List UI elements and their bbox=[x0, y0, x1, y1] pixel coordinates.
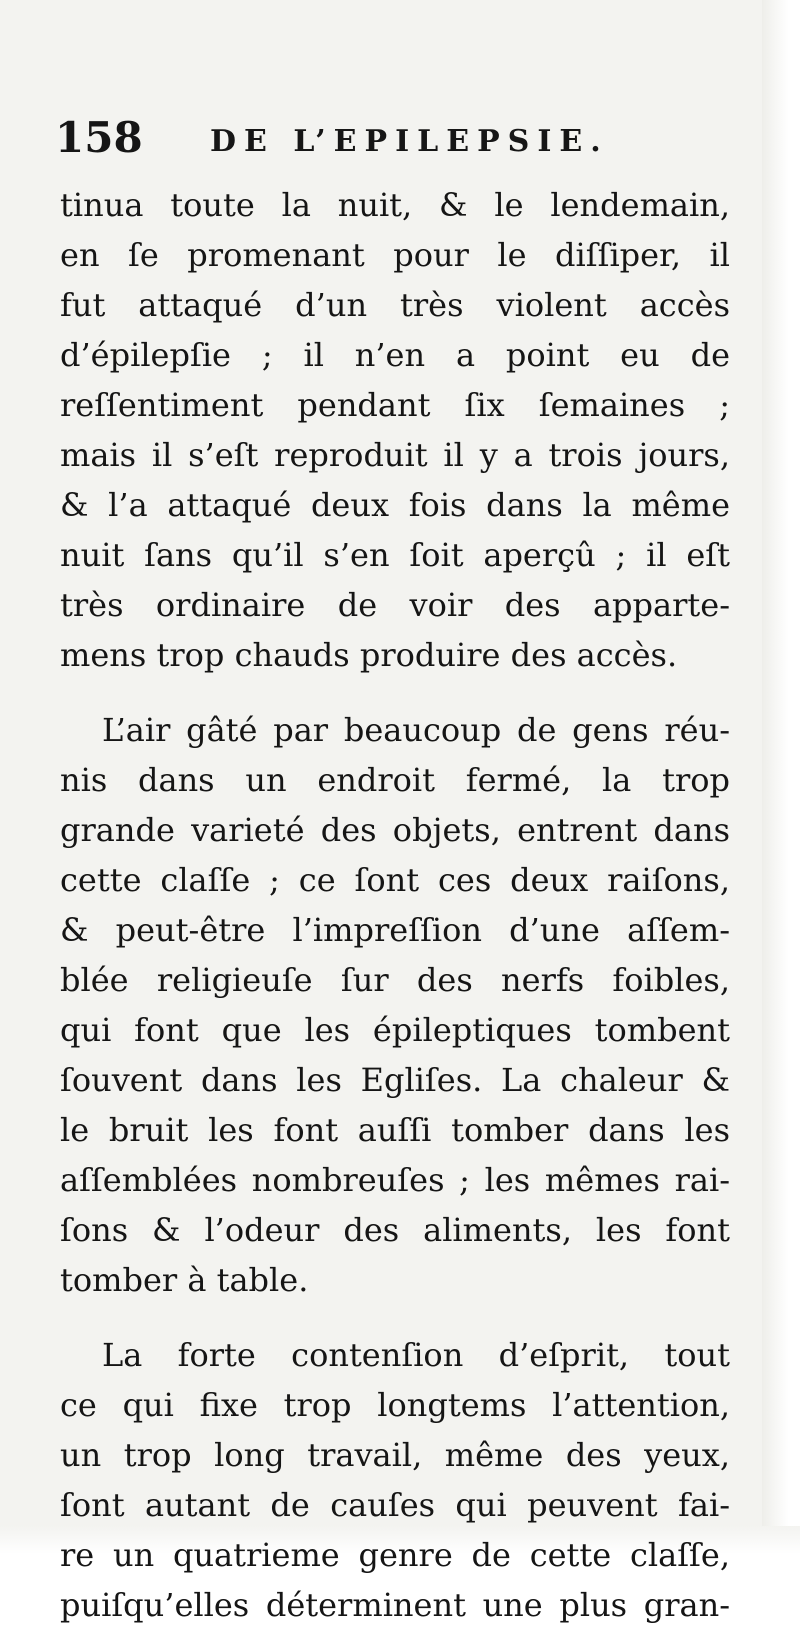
text-line: nuit ſans qu’il s’en ſoit aperçû ; il eſt bbox=[60, 536, 730, 574]
page-header bbox=[55, 112, 755, 168]
page-edge bbox=[762, 0, 800, 1554]
text-line: le bruit les font auſſi tomber dans les bbox=[60, 1111, 730, 1149]
text-line: & peut-être l’impreſſion d’une aſſem- bbox=[60, 911, 730, 949]
text-line: ſons & l’odeur des aliments, les font bbox=[60, 1211, 730, 1249]
text-line: ce qui fixe trop longtems l’attention, bbox=[60, 1386, 730, 1424]
text-line: tinua toute la nuit, & le lendemain, bbox=[60, 186, 730, 224]
text-line: fut attaqué d’un très violent accès bbox=[60, 286, 730, 324]
text-line: & l’a attaqué deux fois dans la même bbox=[60, 486, 730, 524]
text-line: ſont autant de cauſes qui peuvent fai- bbox=[60, 1486, 730, 1524]
text-line: cette claſſe ; ce ſont ces deux raiſons, bbox=[60, 861, 730, 899]
text-line: qui font que les épileptiques tombent bbox=[60, 1011, 730, 1049]
text-line: grande varieté des objets, entrent dans bbox=[60, 811, 730, 849]
text-line: un trop long travail, même des yeux, bbox=[60, 1436, 730, 1474]
text-line: blée religieuſe ſur des nerfs foibles, bbox=[60, 961, 730, 999]
text-line: en ſe promenant pour le diſſiper, il bbox=[60, 236, 730, 274]
text-line: reſſentiment pendant ſix ſemaines ; bbox=[60, 386, 730, 424]
text-line: puiſqu’elles déterminent une plus gran- bbox=[60, 1586, 730, 1624]
text-line: La forte contenſion d’eſprit, tout bbox=[102, 1336, 730, 1374]
text-line: L’air gâté par beaucoup de gens réu- bbox=[102, 711, 730, 749]
text-line: d’épilepſie ; il n’en a point eu de bbox=[60, 336, 730, 374]
text-line: mais il s’eſt reproduit il y a trois jours, bbox=[60, 436, 730, 474]
text-line: aſſemblées nombreuſes ; les mêmes rai- bbox=[60, 1161, 730, 1199]
paragraph-gap bbox=[60, 1305, 730, 1330]
text-line: très ordinaire de voir des apparte- bbox=[60, 586, 730, 624]
text-line: ſouvent dans les Egliſes. La chaleur & bbox=[60, 1061, 730, 1099]
page-number: 158 bbox=[55, 113, 143, 162]
running-head: DE L’EPILEPSIE. bbox=[210, 124, 609, 159]
paragraph bbox=[60, 180, 730, 680]
text-line: re un quatrieme genre de cette claſſe, bbox=[60, 1536, 730, 1574]
text-line: nis dans un endroit fermé, la trop bbox=[60, 761, 730, 799]
paragraph bbox=[60, 1330, 730, 1630]
paragraph bbox=[60, 705, 730, 1305]
paragraph-gap bbox=[60, 680, 730, 705]
body-text bbox=[60, 180, 730, 1630]
text-line: tomber à table. bbox=[60, 1261, 309, 1299]
text-line: mens trop chauds produire des accès. bbox=[60, 636, 678, 674]
